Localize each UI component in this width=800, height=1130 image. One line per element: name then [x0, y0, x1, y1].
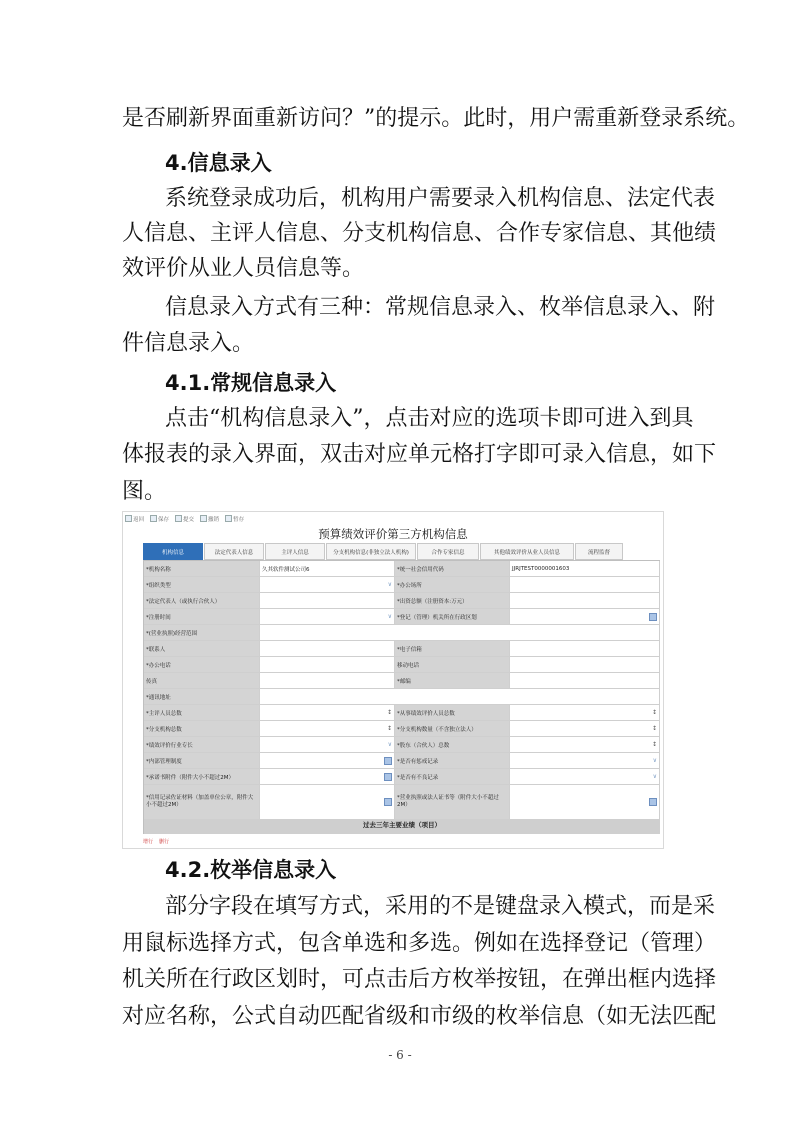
tab-process-supervision[interactable]: 流程监督: [575, 543, 623, 560]
field-label: *分支机构总数: [144, 721, 260, 736]
field-label: *办公场所: [395, 577, 510, 592]
toolbar-submit-button[interactable]: 提交: [175, 515, 194, 523]
bad-record-dropdown[interactable]: [510, 769, 660, 784]
table-row: [144, 689, 660, 705]
field-label: *信用记录佐证材料（加盖单位公章，附件大小不超过2M）: [144, 785, 260, 819]
form-toolbar: [123, 512, 664, 525]
table-row: [144, 561, 660, 577]
commitment-attachment[interactable]: [260, 769, 395, 784]
heading-4: 4.信息录入: [165, 151, 272, 175]
credit-code-field[interactable]: JJRJTEST0000001603: [510, 561, 660, 576]
field-label: *主评人员总数: [144, 705, 260, 720]
branch-nonlegal-count-field[interactable]: [510, 721, 660, 736]
email-field[interactable]: [510, 641, 660, 656]
table-row: [144, 737, 660, 753]
table-row: [144, 593, 660, 609]
field-label: *办公电话: [144, 657, 260, 672]
attachment-icon[interactable]: [384, 798, 392, 806]
page-number: - 6 -: [388, 1048, 412, 1062]
table-row: [144, 753, 660, 769]
paragraph-line: 对应名称，公式自动匹配省级和市级的枚举信息（如无法匹配: [122, 1004, 717, 1029]
tab-legal-rep-info[interactable]: 法定代表人信息: [204, 543, 264, 560]
spinner-icon[interactable]: ↕: [386, 709, 392, 716]
heading-4-2: 4.2.枚举信息录入: [165, 858, 337, 882]
paragraph-line: 机关所在行政区划时，可点击后方枚举按钮，在弹出框内选择: [122, 967, 717, 992]
draft-icon: [225, 515, 232, 522]
spinner-icon[interactable]: ↕: [651, 725, 657, 732]
field-label: *绩效评价行业专长: [144, 737, 260, 752]
paragraph-line: 件信息录入。: [122, 331, 255, 356]
table-row: [144, 769, 660, 785]
register-date-dropdown[interactable]: [260, 609, 395, 624]
institution-name-field[interactable]: 久其软件测试公司6: [260, 561, 395, 576]
field-label: *出资总额（注册资本:万元）: [395, 593, 510, 608]
spinner-icon[interactable]: ↕: [651, 741, 657, 748]
table-row: [144, 625, 660, 641]
admin-region-enum-field[interactable]: [510, 609, 660, 624]
paragraph-line: 系统登录成功后，机构用户需要录入机构信息、法定代表: [165, 186, 716, 211]
branch-count-field[interactable]: [260, 721, 395, 736]
business-scope-field[interactable]: [260, 625, 660, 640]
delete-row-button[interactable]: 删行: [159, 839, 170, 845]
toolbar-undo-button[interactable]: 撤销: [200, 515, 219, 523]
tab-institution-info[interactable]: 机构信息: [143, 543, 203, 560]
enum-picker-icon[interactable]: [649, 613, 657, 621]
tab-expert-info[interactable]: 合作专家信息: [417, 543, 479, 560]
table-row: [144, 657, 660, 673]
save-icon: [150, 515, 157, 522]
paragraph-line: 用鼠标选择方式，包含单选和多选。例如在选择登记（管理）: [122, 931, 717, 956]
spinner-icon[interactable]: ↕: [386, 725, 392, 732]
field-label: *(营业执照)经营范围: [144, 625, 260, 640]
field-label: *是否有惩戒记录: [395, 753, 510, 768]
license-attachment[interactable]: [510, 785, 660, 819]
field-label: *内部管理制度: [144, 753, 260, 768]
row-action-bar: [143, 838, 169, 845]
table-row: [144, 641, 660, 657]
form-tabs: [143, 543, 624, 558]
paragraph-line: 信息录入方式有三种：常规信息录入、枚举信息录入、附: [165, 295, 716, 320]
field-label: 传真: [144, 673, 260, 688]
field-label: *法定代表人（或执行合伙人）: [144, 593, 260, 608]
paragraph-line: 点击“机构信息录入”，点击对应的选项卡即可进入到具: [165, 406, 694, 431]
field-label: *统一社会信用代码: [395, 561, 510, 576]
attachment-icon[interactable]: [384, 773, 392, 781]
shareholder-count-field[interactable]: [510, 737, 660, 752]
org-type-dropdown[interactable]: [260, 577, 395, 592]
field-label: *机构名称: [144, 561, 260, 576]
field-label: *电子信箱: [395, 641, 510, 656]
tab-other-staff-info[interactable]: 其他绩效评价从业人员信息: [480, 543, 574, 560]
toolbar-return-button[interactable]: 返回: [125, 515, 144, 523]
mobile-field[interactable]: [510, 657, 660, 672]
table-row: [144, 705, 660, 721]
field-label: *是否有不良记录: [395, 769, 510, 784]
return-icon: [125, 515, 132, 522]
table-row: [144, 673, 660, 689]
field-label: *通讯地址: [144, 689, 260, 704]
add-row-button[interactable]: 增行: [143, 839, 154, 845]
office-location-field[interactable]: [510, 577, 660, 592]
legal-rep-field[interactable]: [260, 593, 395, 608]
office-phone-field[interactable]: [260, 657, 395, 672]
paragraph-line: 部分字段在填写方式，采用的不是键盘录入模式，而是采: [165, 894, 716, 919]
paragraph-line: 效评价从业人员信息等。: [122, 256, 365, 281]
field-label: *联系人: [144, 641, 260, 656]
field-label: *从事绩效评价人员总数: [395, 705, 510, 720]
expertise-dropdown[interactable]: [260, 737, 395, 752]
field-label: *登记（管理）机关所在行政区划: [395, 609, 510, 624]
paragraph-continuation: 是否刷新界面重新访问？”的提示。此时，用户需重新登录系统。: [122, 106, 750, 131]
tab-branch-info[interactable]: 分支机构信息(非独立法人机构): [326, 543, 416, 560]
internal-policy-attachment[interactable]: [260, 753, 395, 768]
paragraph-line: 体报表的录入界面，双击对应单元格打字即可录入信息，如下: [122, 442, 717, 467]
capital-field[interactable]: [510, 593, 660, 608]
staff-count-field[interactable]: [510, 705, 660, 720]
postcode-field[interactable]: [510, 673, 660, 688]
credit-record-attachment[interactable]: [260, 785, 395, 819]
field-label: *分支机构数量（不含独立法人）: [395, 721, 510, 736]
table-row: [144, 785, 660, 820]
past-performance-label: 过去三年主要业绩（项目）: [363, 821, 441, 829]
table-row: [144, 721, 660, 737]
field-label: *邮编: [395, 673, 510, 688]
paragraph-line: 图。: [122, 479, 167, 504]
field-label: 移动电话: [395, 657, 510, 672]
submit-icon: [175, 515, 182, 522]
fax-field[interactable]: [260, 673, 395, 688]
toolbar-draft-button[interactable]: 暂存: [225, 515, 244, 523]
undo-icon: [200, 515, 207, 522]
form-title: 预算绩效评价第三方机构信息: [318, 527, 468, 541]
embedded-form-screenshot: [122, 511, 664, 849]
lead-evaluator-count-field[interactable]: [260, 705, 395, 720]
spinner-icon[interactable]: ↕: [651, 709, 657, 716]
attachment-icon[interactable]: [649, 798, 657, 806]
field-label: *营业执照或法人证书等（附件大小不超过2M）: [395, 785, 510, 819]
address-field[interactable]: [260, 689, 660, 704]
field-label: *注册时间: [144, 609, 260, 624]
section-footer-row: [144, 820, 660, 834]
paragraph-line: 人信息、主评人信息、分支机构信息、合作专家信息、其他绩: [122, 221, 717, 246]
attachment-icon[interactable]: [384, 757, 392, 765]
heading-4-1: 4.1.常规信息录入: [165, 371, 337, 395]
field-label: *组织类型: [144, 577, 260, 592]
tab-lead-evaluator-info[interactable]: 主评人信息: [265, 543, 325, 560]
field-label: *股东（合伙人）总数: [395, 737, 510, 752]
table-row: [144, 609, 660, 625]
toolbar-save-button[interactable]: 保存: [150, 515, 169, 523]
form-grid: [143, 560, 660, 834]
field-label: *承诺书附件（附件大小不超过2M）: [144, 769, 260, 784]
table-row: [144, 577, 660, 593]
contact-field[interactable]: [260, 641, 395, 656]
penalty-record-dropdown[interactable]: [510, 753, 660, 768]
